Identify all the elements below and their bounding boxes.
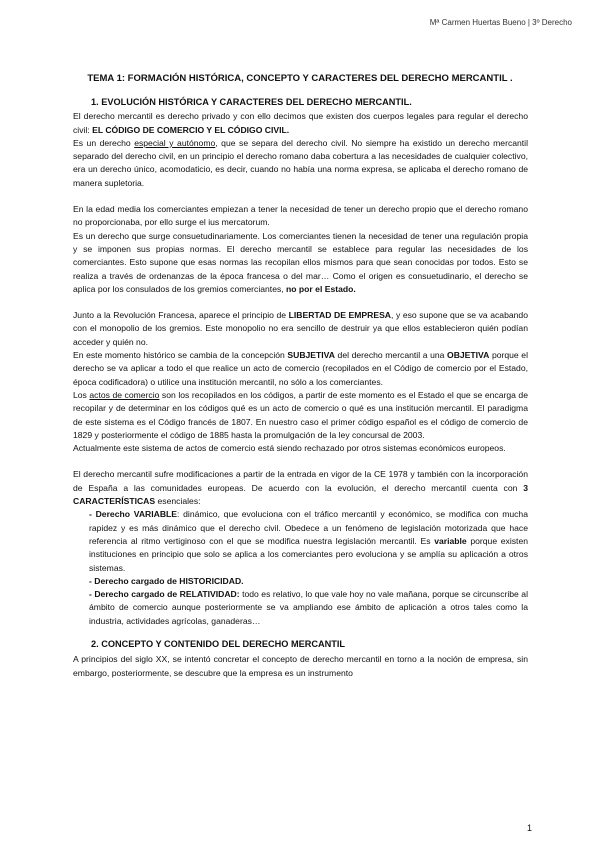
- underlined-run: actos de comercio: [89, 389, 160, 400]
- running-header: Mª Carmen Huertas Bueno | 3º Derecho: [429, 18, 572, 27]
- bold-run: - Derecho cargado de: [89, 575, 180, 586]
- paragraph: En la edad media los comerciantes empiezan a tener la necesidad de tener un derecho propio que el derecho romano no proporcionaba, por ello surge el ius mercatorum.: [73, 204, 528, 228]
- paragraph: [73, 137, 528, 190]
- text-run: Es un derecho: [73, 137, 135, 148]
- bold-run: EL CÓDIGO DE COMERCIO Y EL CÓDIGO CIVIL.: [92, 124, 290, 135]
- text-run: porque el derecho se va aplicar a todo el que realice un acto de comercio (recopilados en el Código de comercio por el Estado, época codificadora) o utilice una institución mercantil, no sólo a los comerciantes.: [73, 350, 528, 387]
- paragraph: [73, 389, 528, 442]
- bold-run: no por el Estado.: [286, 283, 356, 294]
- paragraph: [73, 230, 528, 296]
- page-number: 1: [526, 823, 532, 833]
- bold-run: 3 CARACTERÍSTICAS: [73, 482, 528, 507]
- text-run: todo es relativo, lo que vale hoy no vale mañana, porque se circunscribe al ámbito de comercio aunque posteriormente se va ampliando ese ámbito de aplicación a otros tales como la industria, actividades agrícolas, ganaderas…: [89, 589, 528, 626]
- text-run: En este momento histórico se cambia de la concepción: [73, 350, 288, 361]
- document-title: TEMA 1: FORMACIÓN HISTÓRICA, CONCEPTO Y CARACTERES DEL DERECHO MERCANTIL .: [87, 73, 513, 84]
- bold-run: LIBERTAD DE EMPRESA: [288, 310, 392, 321]
- paragraph: [73, 309, 528, 349]
- section-2-heading: 2. CONCEPTO Y CONTENIDO DEL DERECHO MERCANTIL: [91, 638, 346, 649]
- text-run: : dinámico, que evoluciona con el tráfico mercantil y económico, se modifica con mucha rapidez y es más dinámico que el derecho civil. Obedece a un fenómeno de legislación motorizada que hace referencia al ritmo vertiginoso con el que se modifica nuestra legislación mercantil. Es: [89, 509, 528, 546]
- bold-run: - Derecho cargado de: [89, 589, 180, 600]
- document-body: [73, 96, 528, 680]
- section-1-heading: 1. EVOLUCIÓN HISTÓRICA Y CARACTERES DEL DERECHO MERCANTIL.: [91, 97, 412, 107]
- text-run: El derecho mercantil es derecho privado y con ello decimos que existen dos cuerpos legales para regular el derecho civil:: [73, 111, 528, 135]
- text-run: Los: [73, 389, 90, 400]
- bold-run: HISTORICIDAD.: [179, 575, 244, 586]
- bold-run: SUBJETIVA: [287, 350, 335, 361]
- text-run: porque existen instituciones en principio que solo se aplica a los comerciantes pero evoluciona y se amplía su aplicación a otros sistemas.: [89, 535, 528, 573]
- underlined-run: especial y autónomo: [134, 137, 216, 148]
- paragraph: [73, 110, 528, 137]
- paragraph: A principios del siglo XX, se intentó concretar el concepto de derecho mercantil en torno a la noción de empresa, sin embargo, posteriormente, se descubre que la empresa es un instrumento: [73, 654, 528, 678]
- list-item: [89, 588, 528, 628]
- text-run: Es un derecho que surge consuetudinariamente. Los comerciantes tienen la necesidad de tener una regulación propia y se imponen sus propias normas. El derecho mercantil se establece para regular las necesidades de los comerciantes. Esto supone que esas normas las recopilan ellos mismos para que sean conocidas por todos. Esto se realiza a través de ordenanzas de la época francesa o del mar… Como el origen es consuetudinario, el derecho se aplica por los consulados de los gremios comerciantes,: [73, 230, 528, 294]
- paragraph: Actualmente este sistema de actos de comercio está siendo rechazado por otros sistemas económicos europeos.: [73, 443, 506, 454]
- text-run: son los recopilados en los códigos, a partir de este momento es el Estado el que se encarga de recopilar y de determinar en los códigos qué es un acto de comercio o qué es una institución mercantil. El paradigma de este sistema es el Código francés de 1807. En nuestro caso el primer código español es el código de comercio de 1829 y posteriormente el código de 1885 hasta la promulgación de la ley concursal de 2003.: [73, 389, 528, 440]
- paragraph: [73, 349, 528, 389]
- list-item: [89, 508, 528, 574]
- text-run: , que se separa del derecho civil. No siempre ha existido un derecho mercantil separado del derecho civil, en un principio el derecho romano daba cobertura a las necesidades de cualquier colectivo, era un derecho único, acomodaticio, es decir, cuando no había una norma expresa, se aplicaba el derecho romano de manera supletoria.: [73, 137, 529, 188]
- text-run: esenciales:: [155, 496, 201, 507]
- bold-run: RELATIVIDAD:: [179, 589, 240, 600]
- list-item: [89, 575, 528, 588]
- bold-run: variable: [434, 535, 467, 546]
- text-run: , y eso supone que se va acabando con el monopolio de los gremios. Este monopolio no era sencillo de destruir ya que ellos establecieron quién podían acceder y quién no.: [73, 310, 528, 347]
- text-run: Junto a la Revolución Francesa, aparece el principio de: [73, 310, 289, 321]
- paragraph: [73, 468, 528, 508]
- text-run: del derecho mercantil a una: [334, 350, 448, 361]
- characteristics-list: [73, 508, 528, 628]
- text-run: El derecho mercantil sufre modificaciones a partir de la entrada en vigor de la CE 1978 y también con la incorporación de España a las comunidades europeas. De acuerdo con la evolución, el derecho mercantil cuenta con: [73, 469, 528, 493]
- bold-run: OBJETIVA: [447, 350, 490, 361]
- bold-run: - Derecho: [89, 509, 134, 520]
- bold-run: VARIABLE: [133, 509, 178, 520]
